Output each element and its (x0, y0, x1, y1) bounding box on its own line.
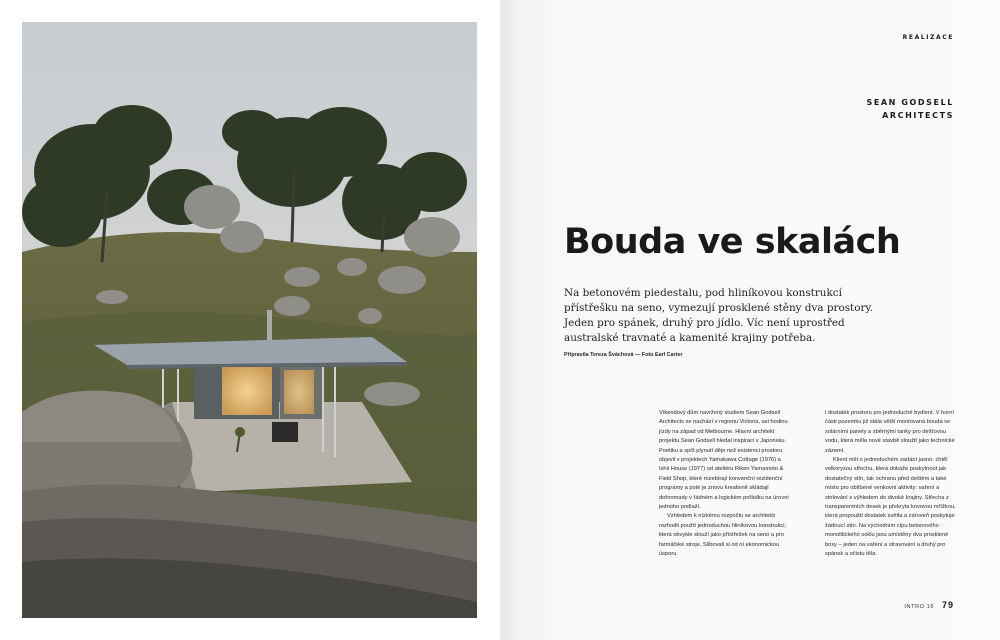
page-number: 79 (941, 600, 954, 610)
body-paragraph: Klient měl o jednoduchém zadání jasno: chtěl velkorysou střechu, která dokáže poskytnout jak dostatečný stín, tak ochranu před deštěm a také místo pro oblíbené venkovní aktivity: vaření a stolování s výhledem do divoké krajiny. Střecha z transparentních desek je překryta kovovou mřížkou, která propouští dostatek světla a zároveň poskytuje žádoucí stín. Na východním cípu betonového monolitického soklu jsou umístěny dva prosklené boxy – jeden na vaření a stravování a druhý pro spánek a očistu těla. (825, 457, 956, 558)
architect-line-2: ARCHITECTS (882, 111, 954, 120)
body-column-1 (659, 409, 791, 560)
body-paragraph: i dostatek prostoru pro jednoduché bydlení. V horní části pozemku již stála větší montovaná bouda se solárními panely a sběrnými tanky pro dešťovou vodu, která měla nové stavbě sloužit jako technické zázemí. (825, 410, 955, 454)
folio-label: INTRO 16 (904, 604, 934, 610)
body-paragraph: Víkendový dům navržený studiem Sean Godsell Architects se nachází v regionu Victoria, asi hodinu jízdy na západ od Melbourne. Hlavní architekt projektu Sean Godsell hledal inspiraci v Japonsku. Poetiku a spíš plynutí děje než existenci prostoru objevil v projektech Yamakawa Cottage (1976) a Ishii House (1977) od ateliéru Riken Yamamoto & Field Shop, které rozebírají konvenční rezidenční programy a poté je znovu kreativně skládají dohromady v řádném a logickém pořádku na úrovni jednoho podlaží. (659, 410, 789, 511)
architect-line-1: SEAN GODSELL (866, 98, 954, 107)
architect-name (866, 96, 954, 122)
body-column-2 (825, 409, 957, 560)
body-paragraph: Vzhledem k nízkému rozpočtu se architekti rozhodli použít jednoduchou hliníkovou konstrukci, která obvykle slouží jako přístřešek na seno a pro farmářské stroje. Slibovali si od ní ekonomickou úsporu (659, 513, 787, 558)
article-title: Bouda ve skalách (564, 222, 901, 262)
right-page (500, 0, 1000, 640)
section-label: REALIZACE (902, 34, 954, 41)
house-photo (22, 22, 477, 618)
lead-paragraph: Na betonovém piedestalu, pod hliníkovou konstrukcí přístřešku na seno, vymezují prosklené stěny dva prostory. Jeden pro spánek, druhý pro jídlo. Víc není uprostřed australské travnaté a kamenité krajiny potřeba. (564, 287, 874, 344)
credits-line: Připravila Tereza Šváchová — Foto Earl Carter (564, 352, 683, 358)
folio (904, 600, 954, 610)
